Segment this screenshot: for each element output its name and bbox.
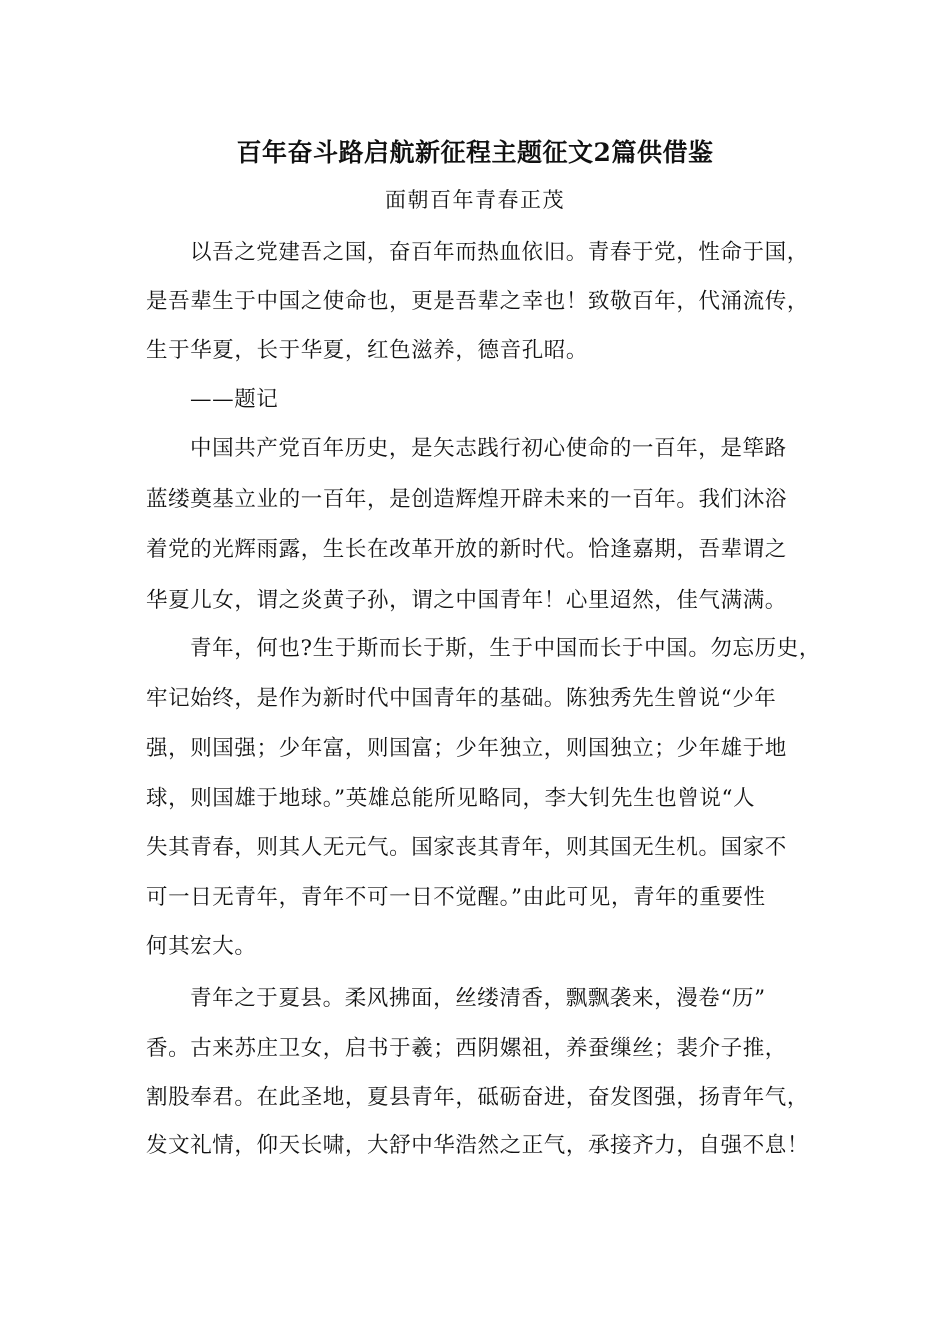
text-line: 失其青春，则其人无元气。国家丧其青年，则其国无生机。国家不 <box>146 835 787 860</box>
text-line: 青年，何也?生于斯而长于斯，生于中国而长于中国。勿忘历史， <box>190 636 821 661</box>
text-line: 生于华夏，长于华夏，红色滋养，德音孔昭。 <box>146 338 589 363</box>
text-line: 可一日无青年，青年不可一日不觉醒。”由此可见，青年的重要性 <box>146 885 766 910</box>
text-line: 是吾辈生于中国之使命也，更是吾辈之幸也！致敬百年，代涌流传， <box>146 289 810 314</box>
text-line: 中国共产党百年历史，是矢志践行初心使命的一百年，是筚路 <box>190 436 787 461</box>
text-line: 牢记始终，是作为新时代中国青年的基础。陈独秀先生曾说“少年 <box>146 686 777 711</box>
text-line: 以吾之党建吾之国，奋百年而热血依旧。青春于党，性命于国， <box>190 240 809 265</box>
text-line: 青年之于夏县。柔风拂面，丝缕清香，飘飘袭来，漫卷“历” <box>190 986 766 1011</box>
document-title: 百年奋斗路启航新征程主题征文2篇供借鉴 <box>236 138 714 167</box>
epigraph-attribution: ——题记 <box>190 387 279 412</box>
text-line: 着党的光辉雨露，生长在改革开放的新时代。恰逢嘉期，吾辈谓之 <box>146 537 787 562</box>
text-line: 蓝缕奠基立业的一百年，是创造辉煌开辟未来的一百年。我们沐浴 <box>146 487 787 512</box>
document-subtitle: 面朝百年青春正茂 <box>385 188 565 212</box>
text-line: 割股奉君。在此圣地，夏县青年，砥砺奋进，奋发图强，扬青年气， <box>146 1085 810 1110</box>
text-line: 强，则国强；少年富，则国富；少年独立，则国独立；少年雄于地 <box>146 736 787 761</box>
text-line: 发文礼情，仰天长啸，大舒中华浩然之正气，承接齐力，自强不息！ <box>146 1133 810 1158</box>
text-line: 香。古来苏庄卫女，启书于羲；西阴嫘祖，养蚕缫丝；裴介子推， <box>146 1036 787 1061</box>
text-line: 何其宏大。 <box>146 934 257 959</box>
text-line: 华夏儿女，谓之炎黄子孙，谓之中国青年！心里迢然，佳气满满。 <box>146 588 787 613</box>
text-line: 球，则国雄于地球。”英雄总能所见略同，李大钊先生也曾说“人 <box>146 786 756 811</box>
